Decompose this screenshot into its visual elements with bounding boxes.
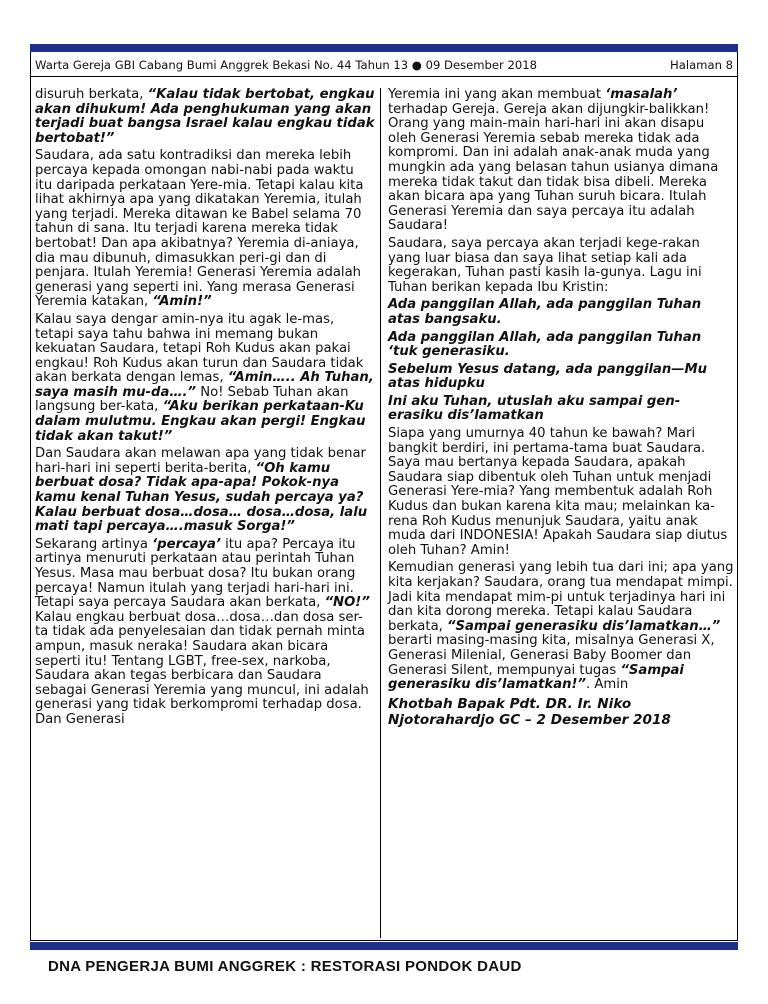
paragraph: Kalau saya dengar amin-nya itu agak le-mas, tetapi saya tahu bahwa ini memang bukan kekuatan Saudara, tetapi Roh Kudus akan pakai engkau! Roh Kudus akan turun dan Saudara tidak akan berkata dengan lemas, “Amin….. Ah Tuhan, saya masih mu-da….” No! Sebab Tuhan akan langsung ber-kata, “Aku berikan perkataan-Ku dalam mulutmu. Engkau akan pergi! Engkau tidak akan takut!” bbox=[35, 311, 374, 444]
paragraph: Dan Saudara akan melawan apa yang tidak benar hari-hari ini seperti berita-berita, “Oh kamu berbuat dosa? Tidak apa-apa! Pokok-nya kamu kenal Tuhan Yesus, sudah percaya ya? Kalau berbuat dosa…dosa… dosa…dosa, lalu mati tapi percaya….masuk Sorga!” bbox=[35, 446, 368, 535]
song-lyric-line: Ada panggilan Allah, ada panggilan Tuhan ‘tuk generasiku. bbox=[388, 329, 702, 360]
page-frame bbox=[30, 52, 738, 941]
song-lyric-line: Sebelum Yesus datang, ada panggilan—Mu atas hidupku bbox=[388, 361, 707, 392]
paragraph: Saudara, ada satu kontradiksi dan mereka lebih percaya kepada omongan nabi-nabi pada waktu itu daripada perkataan Yere-mia. Tetapi kalau kita lihat akhirnya apa yang dikatakan Yeremia, itulah yang terjadi. Mereka ditawan ke Babel selama 70 tahun di sana. Itu terjadi karena mereka tidak bertobat! Dan apa akibatnya? Yeremia di-aniaya, dia mau dibunuh, dimasukkan peri-gi dan di penjara. Itulah Yeremia! Generasi Yeremia adalah generasi yang seperti ini. Yang merasa Generasi Yeremia katakan, “Amin!” bbox=[35, 148, 364, 310]
header-rule bbox=[31, 76, 737, 77]
paragraph: Yeremia ini yang akan membuat ‘masalah’ terhadap Gereja. Gereja akan dijungkir-balikkan! Orang yang main-main hari-hari ini akan disapu oleh Generasi Yeremia sebab mereka tidak ada kompromi. Dan ini adalah anak-anak muda yang mungkin ada yang belasan tahun usianya dimana mereka tidak takut dan tidak bisa dibeli. Mereka akan bicara apa yang Tuhan suruh bicara. Itulah Generasi Yeremia dan saya percaya itu adalah Saudara! bbox=[388, 87, 719, 234]
header-page-number: Halaman 8 bbox=[670, 58, 733, 72]
song-lyric-line: Ada panggilan Allah, ada panggilan Tuhan atas bangsaku. bbox=[388, 297, 702, 327]
column-divider bbox=[380, 88, 381, 938]
bottom-rule-bar bbox=[30, 942, 738, 950]
song-lyric-line: Ini aku Tuhan, utuslah aku sampai gen-erasiku dis’lamatkan bbox=[388, 393, 681, 424]
top-rule-bar bbox=[30, 44, 738, 52]
footer-motto: DNA PENGERJA BUMI ANGGREK : RESTORASI PONDOK DAUD bbox=[48, 958, 522, 975]
paragraph: Saudara, saya percaya akan terjadi kege-rakan yang luar biasa dan saya lihat setiap kali ada kegerakan, Tuhan pasti kasih la-gunya. Lagu ini Tuhan berikan kepada Ibu Kristin: bbox=[388, 235, 702, 295]
paragraph: Sekarang artinya ‘percaya’ itu apa? Percaya itu artinya menuruti perkataan atau perintah Tuhan Yesus. Masa mau berbuat dosa? Itu bukan orang percaya! Namun itulah yang terjadi hari-hari ini. Tetapi saya percaya Saudara akan berkata, “NO!” Kalau engkau berbuat dosa…dosa…dan dosa ser-ta tidak ada penyelesaian dan tidak pernah minta ampun, masuk neraka! Saudara akan bicara seperti itu! Tentang LGBT, free-sex, narkoba, Saudara akan tegas berbicara dan Saudara sebagai Generasi Yeremia yang muncul, ini adalah generasi yang tidak berkompromi terhadap dosa. Dan Generasi bbox=[35, 536, 370, 727]
paragraph: Kemudian generasi yang lebih tua dari ini; apa yang kita kerjakan? Saudara, orang tua mendapat mimpi. Jadi kita mendapat mim-pi untuk terjadinya hari ini dan kita dorong mereka. Tetapi kalau Saudara berkata, “Sampai generasiku dis’lamatkan…” berarti masing-masing kita, misalnya Generasi X, Generasi Milenial, Generasi Baby Boomer dan Generasi Silent, mempunyai tugas “Sampai generasiku dis’lamatkan!”. Amin bbox=[388, 560, 734, 693]
header-publication-info: Warta Gereja GBI Cabang Bumi Anggrek Bekasi No. 44 Tahun 13 ● 09 Desember 2018 bbox=[35, 58, 538, 72]
sermon-attribution: Khotbah Bapak Pdt. DR. Ir. Niko Njotorahardjo GC – 2 Desember 2018 bbox=[388, 695, 671, 728]
paragraph: disuruh berkata, “Kalau tidak bertobat, engkau akan dihukum! Ada penghukuman yang akan terjadi buat bangsa Israel kalau engkau tidak bertobat!” bbox=[35, 87, 375, 146]
left-column bbox=[35, 88, 375, 731]
paragraph: Siapa yang umurnya 40 tahun ke bawah? Mari bangkit berdiri, ini pertama-tama buat Saudara. Saya mau bertanya kepada Saudara, apakah Saudara siap dibentuk oleh Tuhan untuk menjadi Generasi Yere-mia? Yang membentuk adalah Roh Kudus dan bukan karena kita mau; melainkan ka-rena Roh Kudus menunjuk Saudara, yaitu anak muda dari INDONESIA! Apakah Saudara siap diutus oleh Tuhan? Amin! bbox=[388, 426, 728, 558]
right-column bbox=[388, 88, 734, 731]
running-header bbox=[31, 56, 737, 74]
